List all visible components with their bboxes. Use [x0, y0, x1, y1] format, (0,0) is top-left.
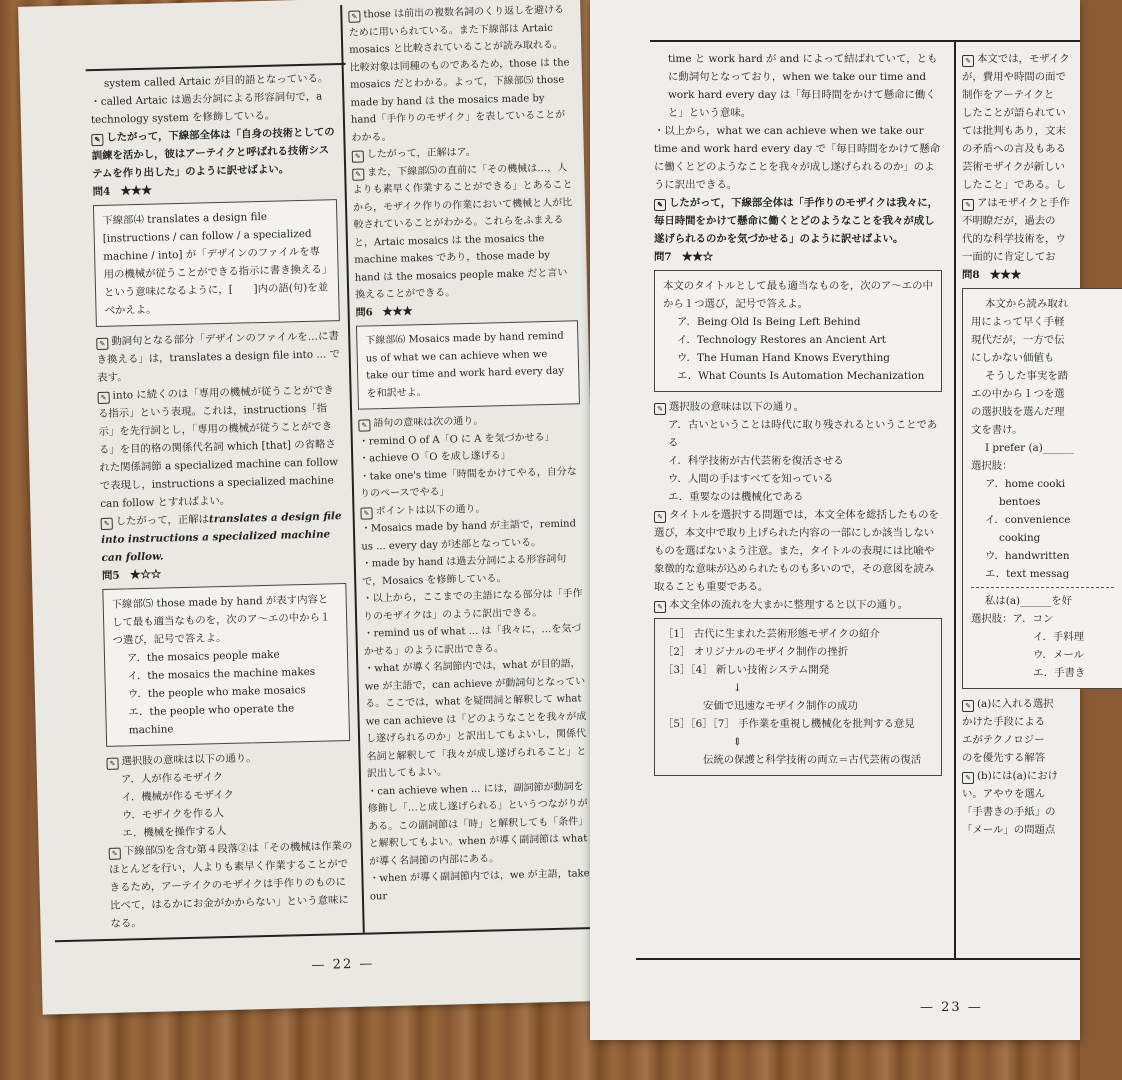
- pencil-icon: ✎: [358, 419, 370, 431]
- pencil-icon: ✎: [654, 403, 666, 415]
- option: イ．convenience: [985, 514, 1071, 526]
- question-7-heading: 問7 ★★☆: [654, 251, 714, 263]
- option-meaning: イ．機械が作るモザイク: [121, 788, 234, 804]
- text-line: 代的な科学技術を，ウ: [962, 233, 1066, 245]
- text-line: したこと」である。し: [962, 179, 1066, 191]
- text-line: が，費用や時間の面で: [962, 71, 1066, 83]
- page-number: — 22 —: [311, 956, 375, 973]
- text-line: ・what が導く名詞節内では，what が目的語，we が主語で，can achieve が動詞句となっている。ここでは，what を疑問詞と解釈して what we can achieve は「どのようなことを我々が成し遂げられるのか」と訳出してもよいし，関係代名詞と解釈して「我々が成し遂げられること」と訳出してもよい。: [364, 658, 587, 780]
- text-line: ✎ したがって，下線部全体は「手作りのモザイクは我々に，毎日時間をかけて懸命に働くとどのようなことを我々が成し遂げられるのかを気づかせる」のように訳せばよい。: [654, 197, 939, 245]
- pencil-icon: ✎: [352, 150, 364, 162]
- option-meaning: イ．科学技術が古代芸術を復活させる: [668, 455, 844, 467]
- question-6-heading: 問6 ★★★: [355, 305, 413, 319]
- question-7-prompt: 本文のタイトルとして最も適当なものを，次のア～エの中から１つ選び，記号で答えよ。: [663, 280, 933, 310]
- option-meaning: エ．機械を操作する人: [122, 825, 227, 840]
- left-page: [18, 0, 604, 1015]
- right-page: [590, 0, 1086, 1040]
- text-line: ✎ into に続くのは「専用の機械が従うことができる指示」という表現。これは，instructions「指示」を先行詞とし，「専用の機械が従うことができる」を目的格の関係代名詞 which [that] の省略された関係詞節 a specialized machine can follow で表現し，instructions a specialized machine can follow とすればよい。: [97, 384, 339, 511]
- text-line: ✎ また，下線部⑸の直前に「その機械は…，人よりも素早く作業することができる」とあることから，モザイク作りの作業において機械と人が比較されていることがわかる。これらをふまえると，Artaic mosaics は the mosaics the machine makes であり，those made by hand は the mosaics people make だと言い換えることができる。: [352, 161, 573, 301]
- option: イ．the mosaics the machine makes: [127, 665, 316, 683]
- text-line: ✎ 語句の意味は次の通り。: [358, 410, 580, 433]
- text-line: ✎ 動詞句となる部分「デザインのファイルを…に書き換える」は，translates a design file into ... で表す。: [96, 330, 341, 385]
- flow-step: ［5］［6］［7］ 手作業を重視し機械化を批判する意見: [663, 718, 915, 730]
- flow-step: ［3］［4］ 新しい技術システム開発: [663, 664, 830, 676]
- text-line: そうした事実を踏: [985, 370, 1069, 382]
- option: エ．text messag: [985, 568, 1070, 580]
- pencil-icon: ✎: [106, 758, 118, 770]
- pencil-icon: ✎: [654, 511, 666, 523]
- option-meaning: ア．人が作るモザイク: [120, 771, 224, 786]
- text-line: ・made by hand は過去分詞による形容詞句で，Mosaics を修飾している。: [361, 553, 567, 588]
- text-line: ・Mosaics made by hand が主語で，remind us ... every day が述部となっている。: [360, 518, 577, 553]
- flow-diagram: [654, 618, 942, 776]
- text-line: 芸術モザイクが新しい: [962, 161, 1065, 173]
- text-line: のを優先する解答: [962, 752, 1046, 764]
- left-column: [654, 50, 942, 776]
- text-line: ・when が導く副詞節内では，we が主語，take our: [369, 868, 590, 903]
- option: ア．Being Old Is Being Left Behind: [677, 316, 861, 328]
- option: 選択肢：ア．コン: [971, 613, 1054, 625]
- pencil-icon: ✎: [96, 338, 108, 350]
- flow-step: ［1］ 古代に生まれた芸術形態モザイクの紹介: [663, 628, 880, 640]
- text-line: ・take one's time「時間をかけてやる，自分なりのペースでやる」: [359, 465, 577, 500]
- option: ウ．The Human Hand Knows Everything: [677, 352, 890, 364]
- pencil-icon: ✎: [654, 199, 666, 211]
- text-line: system called Artaic が目的語となっている。: [103, 72, 329, 90]
- text-line: ✎ タイトルを選択する問題では，本文全体を総括したものを選び，本文中で取り上げられた内容の一部にしか該当しないものを選ばないよう注意。また，タイトルの表現には比喩や象徴的な意味が込められたものも多いので，その意図を読み取ることも重要である。: [654, 509, 939, 593]
- text-line: ✎ アはモザイクと手作: [962, 194, 1122, 212]
- text-line: かけた手段による: [962, 716, 1046, 728]
- pencil-icon: ✎: [101, 518, 113, 530]
- text-line: ✎ したがって，正解はア。: [352, 141, 574, 164]
- option: ウ．the people who make mosaics: [127, 684, 306, 701]
- pencil-icon: ✎: [962, 772, 974, 784]
- text-line: 一面的に肯定してお: [962, 251, 1056, 263]
- question-8-box: [962, 288, 1122, 689]
- question-4-heading: 問4 ★★★: [92, 184, 152, 199]
- text-line: time と work hard が and によって結ばれていて，ともに動詞句となっており，when we take our time and work hard every day は「毎日時間をかけて懸命に働くと」という意味。: [668, 53, 938, 119]
- text-line: ・remind O of A「O に A を気づかせる」: [358, 431, 555, 448]
- text-line: い。アやウを選ん: [962, 788, 1046, 800]
- answer-blank: 私は(a)______を好: [971, 587, 1114, 610]
- question-5-heading: 問5 ★☆☆: [101, 568, 162, 582]
- text-line: ✎ 本文では，モザイク: [962, 50, 1122, 68]
- option: ア．home cooki: [985, 478, 1066, 490]
- choices-label: 選択肢：: [971, 460, 1013, 472]
- pencil-icon: ✎: [654, 601, 666, 613]
- option: ア．the mosaics people make: [126, 648, 280, 665]
- option-meaning: ウ．人間の手はすべてを知っている: [668, 473, 834, 485]
- pencil-icon: ✎: [360, 507, 372, 519]
- option: ウ．メール: [1033, 649, 1084, 661]
- right-column: [962, 50, 1122, 839]
- text-line: ✎ 選択肢の意味は以下の通り。: [654, 398, 942, 416]
- text-line: ・achieve O「O を成し遂げる」: [359, 449, 511, 465]
- option-meaning: エ．重要なのは機械化である: [668, 491, 804, 503]
- pencil-icon: ✎: [109, 848, 121, 860]
- question-5-prompt: 下線部⑸ those made by hand が表す内容として最も適当なものを，次のア～エの中から１つ選び，記号で答えよ。: [111, 593, 331, 647]
- question-7-box: [654, 270, 942, 392]
- option: bentoes: [999, 496, 1041, 508]
- question-5-box: [102, 583, 350, 747]
- option-meaning: ウ．モザイクを作る人: [121, 807, 225, 822]
- bottom-rule: [636, 958, 1080, 960]
- text-line: ✎ 下線部⑸を含む第４段落②は「その機械は作業のほとんどを行い，人よりも素早く作業することができるため，アーテイクのモザイクは手作りのものに比べて，はるかにお金がかからない」という意味になる。: [109, 839, 353, 930]
- left-column: [90, 69, 355, 933]
- text-line: ・以上から，ここまでの主語になる部分は「手作りのモザイクは」のように訳出できる。: [362, 588, 583, 623]
- answer-blank: I prefer (a)______: [985, 442, 1074, 454]
- option: cooking: [999, 532, 1041, 544]
- text-line: ・以上から，what we can achieve when we take our time and work hard every day で「毎日時間をかけて懸命に働くとどのようなことを我々が成し遂げられるのか」のように訳出できる。: [654, 125, 941, 191]
- text-line: の選択肢を選んだ理: [971, 406, 1065, 418]
- right-column: [348, 1, 592, 905]
- down-arrow-icon: ↓: [733, 682, 742, 694]
- updown-arrow-icon: ⇕: [733, 736, 742, 748]
- text-line: ✎ (b)には(a)におけ: [962, 767, 1122, 785]
- question-4-box: 下線部⑷ translates a design file [instructions / can follow / a specialized machine / into] が「デザインのファイルを専用の機械が従うことができる指示に書き換える」という意味になるように，[ ]内の語(句)を並べかえよ。: [93, 199, 340, 327]
- text-line: ✎ 選択肢の意味は以下の通り。: [106, 747, 350, 771]
- pencil-icon: ✎: [962, 700, 974, 712]
- pencil-icon: ✎: [91, 134, 103, 146]
- flow-step: ［2］ オリジナルのモザイク制作の挫折: [663, 646, 849, 658]
- text-line: ては批判もあり，文末: [962, 125, 1066, 137]
- text-line: 文を書け。: [971, 424, 1023, 436]
- pencil-icon: ✎: [962, 55, 974, 67]
- pencil-icon: ✎: [962, 199, 974, 211]
- text-line: ✎ those は前出の複数名詞のくり返しを避けるために用いられている。また下線部は Artaic mosaics と比較されていることが読み取れる。比較対象は同種のものであるため，those は the mosaics だとわかる。よって，下線部⑸ those made by hand は the mosaics made by hand「手作りのモザイク」を表していることがわかる。: [348, 4, 570, 144]
- text-line: 用によって早く手軽: [971, 316, 1065, 328]
- flow-step: 安価で迅速なモザイク制作の成功: [703, 700, 858, 712]
- text-line: 本文から読み取れ: [985, 298, 1069, 310]
- text-line: 不明瞭だが，過去の: [962, 215, 1056, 227]
- question-8-heading: 問8 ★★★: [962, 269, 1022, 281]
- text-line: ・called Artaic は過去分詞による形容詞句で，a technology system を修飾している。: [90, 90, 323, 127]
- text-line: エがテクノロジー: [962, 734, 1045, 746]
- text-line: 「メール」の問題点: [962, 824, 1056, 836]
- option: エ．the people who operate the machine: [128, 702, 295, 737]
- text-line: にしかない価値も: [971, 352, 1055, 364]
- page-number: — 23 —: [920, 1000, 983, 1015]
- pencil-icon: ✎: [352, 168, 364, 180]
- option: エ．What Counts Is Automation Mechanization: [677, 370, 925, 382]
- text-line: ✎ 本文全体の流れを大まかに整理すると以下の通り。: [654, 596, 942, 614]
- text-line: ✎ (a)に入れる選択: [962, 695, 1122, 713]
- option-meaning: ア．古いということは時代に取り残されるということである: [668, 419, 938, 449]
- text-line: 「手書きの手紙」の: [962, 806, 1056, 818]
- pencil-icon: ✎: [348, 11, 360, 23]
- text-line: ・remind us of what ... は「我々に，…を気づかせる」のように訳出できる。: [363, 623, 582, 658]
- text-line: ・can achieve when ... には，副詞節が動詞を修飾し「…と成し遂げられる」というつながりがある。この副詞節は「時」と解釈しても「条件」と解釈してもよい。when が導く副詞節は what が導く名詞節の内部にある。: [367, 780, 589, 868]
- option: イ．Technology Restores an Ancient Art: [677, 334, 886, 346]
- text-line: ✎ ポイントは以下の通り。: [360, 498, 582, 521]
- column-divider: [954, 40, 956, 960]
- text-line: ✎ したがって，下線部全体は「自身の技術としての訓練を活かし，彼はアーテイクと呼ばれる技術システムを作り出した」のように訳せばよい。: [91, 126, 335, 181]
- option: ウ．handwritten: [985, 550, 1070, 562]
- text-line: エの中から１つを選: [971, 388, 1065, 400]
- text-line: 制作をアーテイクと: [962, 89, 1055, 101]
- flow-step: 伝統の保護と科学技術の両立＝古代芸術の復活: [703, 754, 922, 766]
- text-line: したことが語られてい: [962, 107, 1066, 119]
- pencil-icon: ✎: [98, 392, 110, 404]
- top-rule: [650, 40, 1080, 42]
- option: イ．手料理: [1033, 631, 1085, 643]
- option: エ．手書き: [1033, 667, 1086, 679]
- text-line: の矛盾への言及もある: [962, 143, 1066, 155]
- question-4-answer: ✎ したがって，正解はtranslates a design file into instructions a specialized machine can follow.: [100, 510, 342, 564]
- text-line: 現代だが，一方で伝: [971, 334, 1065, 346]
- question-6-box: 下線部⑹ Mosaics made by hand remind us of what we can achieve when we take our time and work hard every day を和訳せよ。: [356, 320, 580, 409]
